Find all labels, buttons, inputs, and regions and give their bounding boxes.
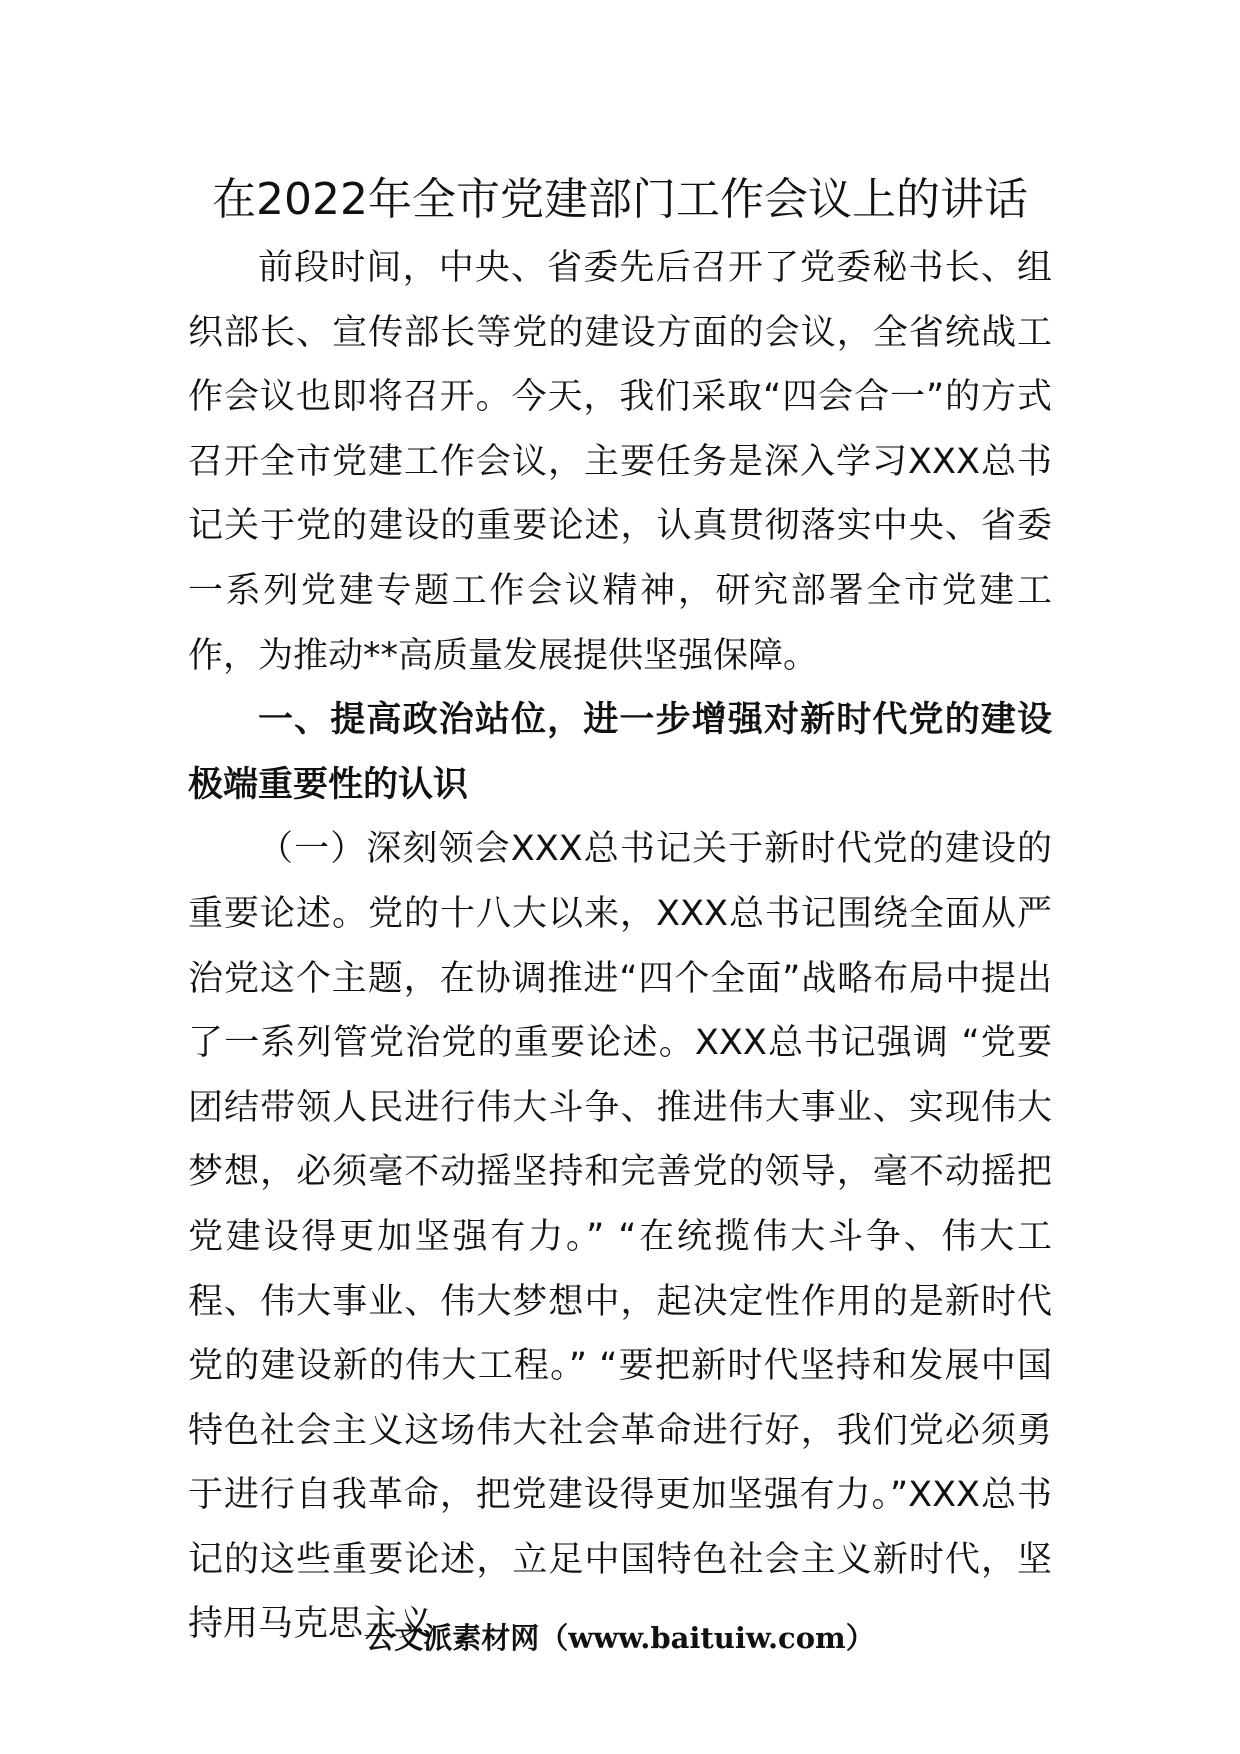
subsection-paragraph: （一）深刻领会XXX总书记关于新时代党的建设的重要论述。党的十八大以来，XXX总书记围绕全面从严治党这个主题，在协调推进“四个全面”战略布局中提出了一系列管党治党的重要论述。XXX总书记强调 “党要团结带领人民进行伟大斗争、推进伟大事业、实现伟大梦想，必须毫不动摇坚持和完善党的领导，毫不动摇把党建设得更加坚强有力。” “在统揽伟大斗争、伟大工程、伟大事业、伟大梦想中，起决定性作用的是新时代党的建设新的伟大工程。” “要把新时代坚持和发展中国特色社会主义这场伟大社会革命进行好，我们党必须勇于进行自我革命，把党建设得更加坚强有力。”XXX总书记的这些重要论述，立足中国特色社会主义新时代，坚持用马克思主义 [188, 829, 1052, 1645]
section-heading: 一、提高政治站位，进一步增强对新时代党的建设极端重要性的认识 [188, 700, 1052, 805]
intro-paragraph: 前段时间，中央、省委先后召开了党委秘书长、组织部长、宣传部长等党的建设方面的会议，全省统战工作会议也即将召开。今天，我们采取“四会合一”的方式召开全市党建工作会议，主要任务是深入学习XXX总书记关于党的建设的重要论述，认真贯彻落实中央、省委一系列党建专题工作会议精神，研究部署全市党建工作，为推动**高质量发展提供坚强保障。 [188, 248, 1052, 676]
document-title: 在2022年全市党建部门工作会议上的讲话 [212, 174, 1028, 225]
footer-watermark: 公文派素材网（www.baituiw.com） [365, 1621, 875, 1655]
document-body [188, 236, 1052, 1657]
